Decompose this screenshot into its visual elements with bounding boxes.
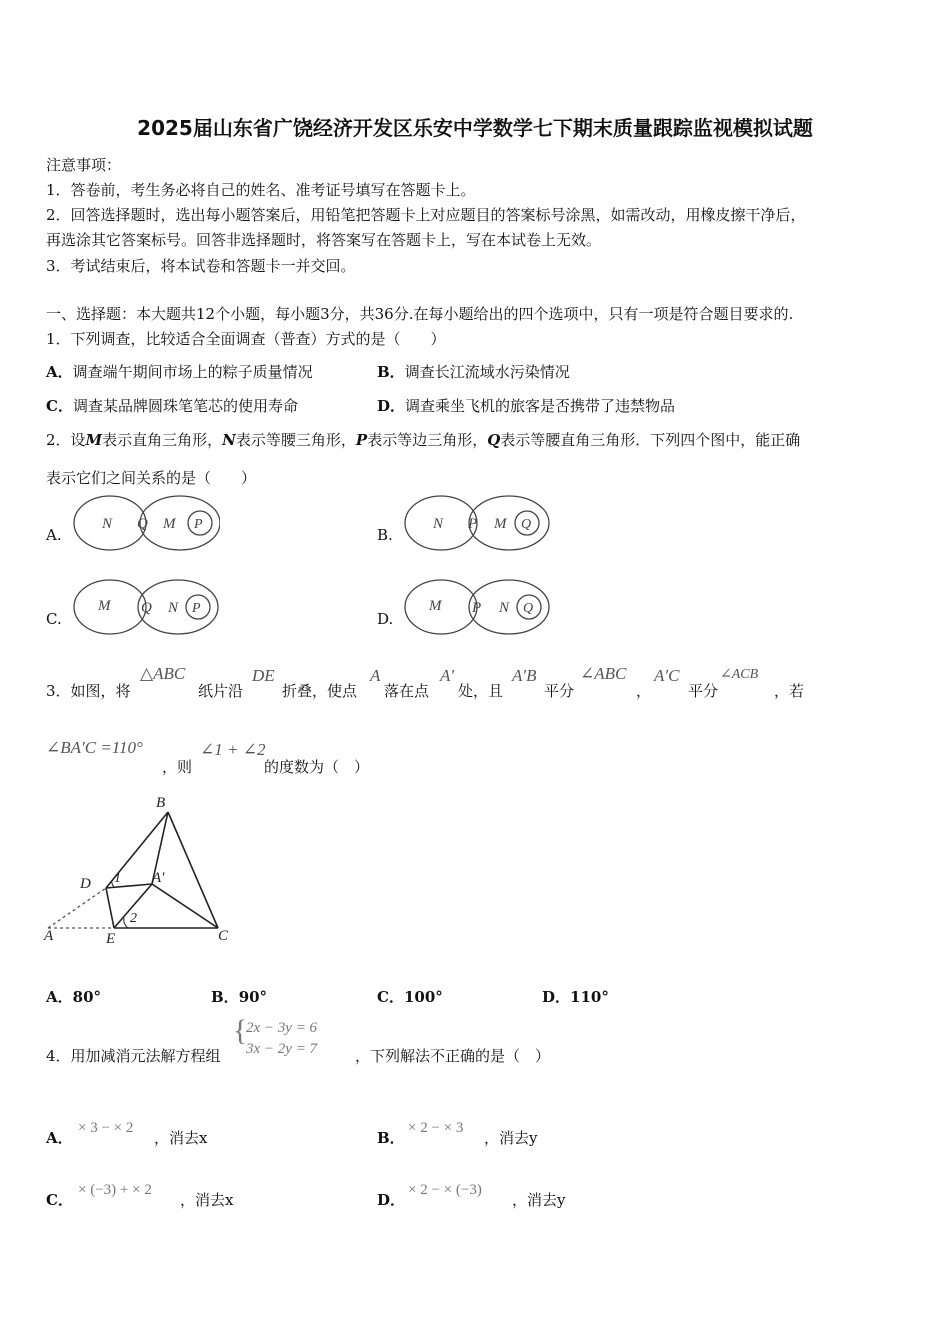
q3-t1: 3．如图，将 [46,682,131,700]
venn-b-left: N [433,516,444,532]
venn-b-mid: P [468,516,478,532]
venn-a-mid: Q [137,516,148,532]
q1-stem: 1．下列调查，比较适合全面调查（普查）方式的是（ ） [46,330,446,348]
q2-set-q: Q [487,431,501,449]
q1-option-c [46,395,298,416]
fig-label-a: A [44,928,54,944]
q3-d-value: 110° [570,988,609,1006]
q4-option-b [377,1127,405,1148]
section-heading: 一、选择题：本大题共12个小题，每小题3分，共36分.在每小题给出的四个选项中，只有一项是符合题目要求的. [46,305,794,323]
q4-system-brace: { [233,1014,248,1047]
q1-d-label: D． [377,397,406,415]
q3-m-abc: △ABC [140,664,186,683]
q2-stem-line2: 表示它们之间关系的是（ ） [46,469,257,487]
q3-t10: ，则 [162,758,193,776]
q2-a-label: A. [46,526,62,544]
fig-angle-1: 1 [114,871,121,886]
q4-b-expr: × 2 − × 3 [408,1120,464,1136]
q3-t7: ， [636,682,652,700]
fig-angle-2: 2 [130,911,137,926]
venn-b-right1: M [494,516,507,532]
q4-option-c [46,1189,73,1210]
fig-label-e: E [106,931,116,947]
q4-d-label: D． [377,1191,406,1209]
venn-a-right2: P [194,517,203,532]
q2-text-3: 表示等腰三角形， [235,431,356,449]
q4-a-expr: × 3 − × 2 [78,1120,134,1136]
q4-option-d [377,1189,405,1210]
q4-t2: ，下列解法不正确的是（ ） [355,1047,551,1065]
q3-d-label: D． [542,988,571,1006]
q3-t9: ，若 [774,682,805,700]
q3-t8: 平分 [688,682,719,700]
q3-option-b [211,986,267,1007]
q2-venn-a [70,494,220,552]
q3-m-angle-acb: ∠ACB [720,667,759,682]
venn-c-right1: N [168,600,179,616]
q4-d-text: ，消去y [512,1191,566,1209]
venn-c-left: M [98,598,111,614]
q3-t11: 的度数为（ ） [264,758,370,776]
q2-d-label: D. [377,610,394,628]
q3-option-c [377,986,443,1007]
q4-a-text: ，消去x [154,1129,208,1147]
q3-figure [40,790,240,950]
q4-c-text: ，消去x [180,1191,234,1209]
q3-b-value: 90° [238,988,268,1006]
q3-m-a1b: A′B [512,666,537,685]
q1-c-text: 调查某品牌圆珠笔笔芯的使用寿命 [72,397,298,415]
q3-t2: 纸片沿 [198,682,244,700]
q3-a-label: A． [46,988,73,1006]
q3-t4: 落在点 [384,682,430,700]
q1-a-text: 调查端午期间市场上的粽子质量情况 [72,363,313,381]
q3-m-a1: A′ [440,666,455,685]
q3-m-angle-abc: ∠ABC [580,664,627,683]
q2-venn-c [70,578,220,636]
q4-c-expr: × (−3) + × 2 [78,1182,152,1198]
q2-text-4: 表示等边三角形， [367,431,488,449]
q1-a-label: A． [46,363,73,381]
venn-a-right1: M [163,516,176,532]
venn-c-mid: Q [141,600,152,616]
q2-text-5: 表示等腰直角三角形．下列四个图中，能正确 [500,431,801,449]
q2-stem [46,429,800,450]
q2-c-label: C. [46,610,62,628]
q2-set-m: M [85,431,103,449]
q1-option-d [377,395,675,416]
q2-venn-d [401,578,551,636]
q3-option-a [46,986,101,1007]
q4-option-a [46,1127,73,1148]
q1-c-label: C． [46,397,73,415]
q3-c-label: C． [377,988,404,1006]
q3-c-value: 100° [403,988,443,1006]
q3-a-value: 80° [72,988,102,1006]
q3-m-given: ∠BA′C =110° [46,738,143,757]
q2-text-2: 表示直角三角形， [102,431,223,449]
q4-eq1: 2x − 3y = 6 [246,1020,318,1036]
q2-set-p: P [355,431,368,449]
venn-c-right2: P [192,601,201,616]
q3-b-label: B． [211,988,239,1006]
q3-t3: 折叠，使点 [282,682,358,700]
q3-option-d [542,986,609,1007]
q3-m-sum: ∠1 + ∠2 [200,740,266,759]
q4-eq2: 3x − 2y = 7 [246,1041,318,1057]
q3-m-a1c: A′C [654,666,680,685]
notice-item-1: 1．答卷前，考生务必将自己的姓名、准考证号填写在答题卡上。 [46,181,476,199]
page-title: 2025届山东省广饶经济开发区乐安中学数学七下期末质量跟踪监视模拟试题 [137,116,813,140]
fig-label-c: C [218,928,229,944]
notice-heading: 注意事项： [46,156,122,174]
q3-m-a: A [370,666,381,685]
q2-set-n: N [222,431,236,449]
q2-text-1: 2．设 [46,431,86,449]
venn-d-right1: N [499,600,510,616]
notice-item-2-cont: 再选涂其它答案标号。回答非选择题时，将答案写在答题卡上，写在本试卷上无效。 [46,231,602,249]
q1-b-text: 调查长江流域水污染情况 [404,363,570,381]
q2-venn-b [401,494,551,552]
venn-d-left: M [429,598,442,614]
q4-b-text: ，消去y [484,1129,538,1147]
q4-b-label: B． [377,1129,405,1147]
venn-d-mid: P [472,600,482,616]
q3-t5: 处，且 [458,682,504,700]
q1-b-label: B． [377,363,405,381]
q4-a-label: A． [46,1129,73,1147]
q3-t6: 平分 [544,682,575,700]
q4-c-label: C． [46,1191,73,1209]
q1-d-text: 调查乘坐飞机的旅客是否携带了违禁物品 [405,397,676,415]
q1-option-a [46,361,313,382]
q4-t1: 4．用加减消元法解方程组 [46,1047,221,1065]
q2-b-label: B. [377,526,393,544]
q3-m-de: DE [252,666,275,685]
fig-label-d: D [80,876,91,892]
notice-item-2: 2．回答选择题时，选出每小题答案后，用铅笔把答题卡上对应题目的答案标号涂黑，如需改动，用橡皮擦干净后， [46,206,806,224]
q4-d-expr: × 2 − × (−3) [408,1182,482,1198]
fig-label-a1: A′ [152,870,165,886]
fig-label-b: B [156,795,166,811]
venn-a-left: N [102,516,113,532]
venn-d-right2: Q [523,601,534,616]
notice-item-3: 3．考试结束后，将本试卷和答题卡一并交回。 [46,257,356,275]
q1-option-b [377,361,570,382]
venn-b-right2: Q [521,517,532,532]
